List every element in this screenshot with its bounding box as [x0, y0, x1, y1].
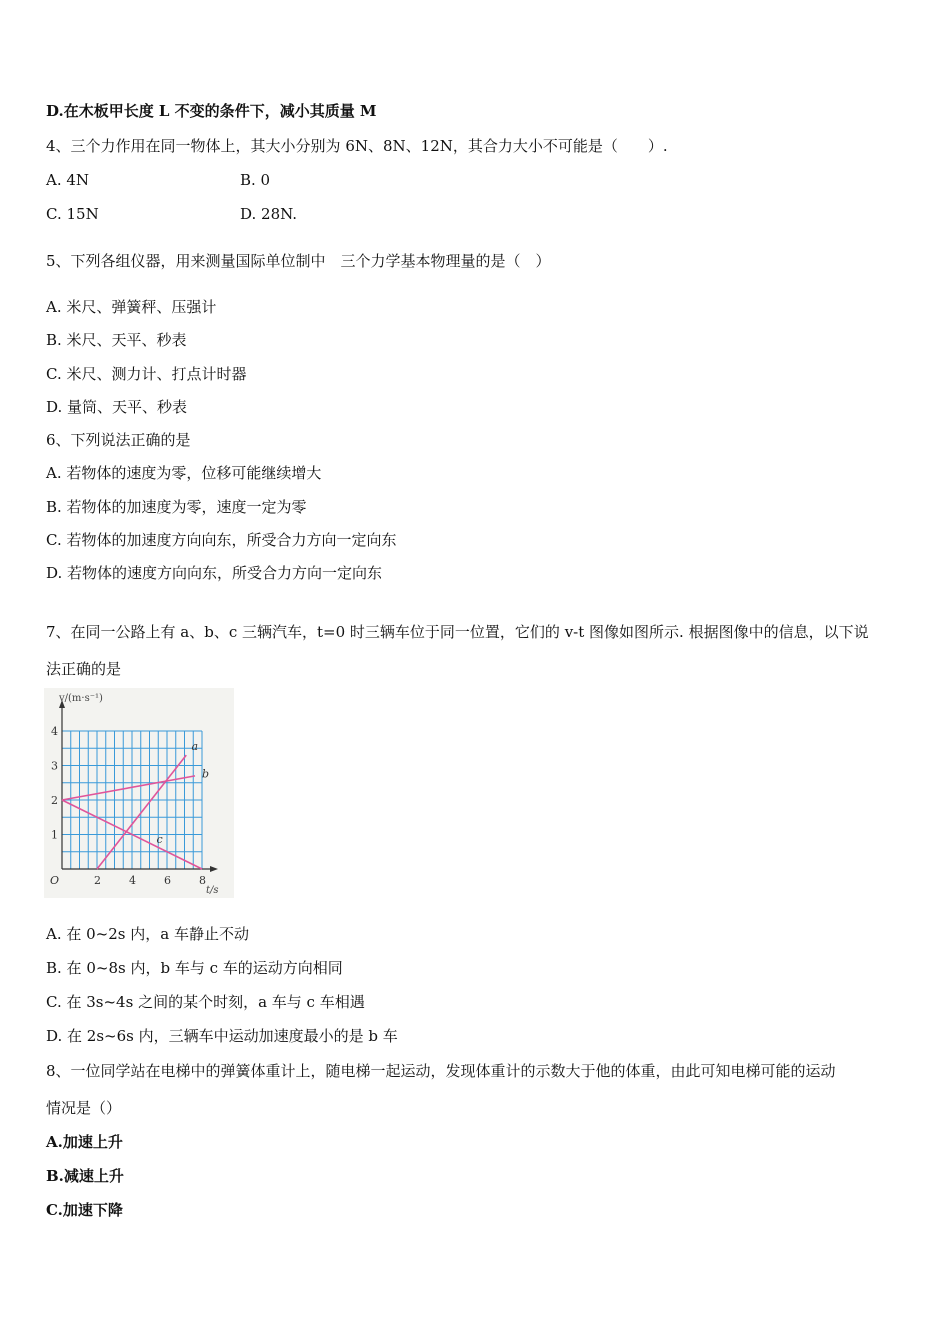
y-tick-label: 3: [51, 759, 58, 773]
q5-option-b: B. 米尺、天平、秒表: [46, 331, 187, 349]
q6-option-c: C. 若物体的加速度方向向东，所受合力方向一定向东: [46, 531, 397, 549]
q5-option-a: A. 米尺、弹簧秤、压强计: [46, 298, 217, 316]
q4-option-d: D. 28N.: [240, 205, 298, 223]
series-label-c: c: [156, 833, 163, 847]
question-5: 5、下列各组仪器，用来测量国际单位制中 三个力学基本物理量的是（ ）: [46, 252, 551, 270]
q4-option-b: B. 0: [240, 171, 271, 189]
q7-option-d: D. 在 2s~6s 内，三辆车中运动加速度最小的是 b 车: [46, 1027, 398, 1045]
y-tick-label: 1: [51, 828, 58, 842]
x-tick-label: 4: [129, 874, 136, 887]
q8-option-c: C.加速下降: [46, 1201, 123, 1219]
q7-option-b: B. 在 0~8s 内，b 车与 c 车的运动方向相同: [46, 959, 343, 977]
q8-option-b: B.减速上升: [46, 1167, 124, 1185]
q6-option-a: A. 若物体的速度为零，位移可能继续增大: [46, 464, 322, 482]
q6-option-b: B. 若物体的加速度为零，速度一定为零: [46, 498, 307, 516]
question-8-line-2: 情况是（）: [46, 1099, 122, 1117]
q7-option-a: A. 在 0~2s 内，a 车静止不动: [46, 925, 249, 943]
y-axis-label: v/(m·s⁻¹): [59, 693, 103, 704]
x-tick-label: 2: [94, 874, 101, 887]
series-label-a: a: [191, 739, 199, 753]
question-7-line-1: 7、在同一公路上有 a、b、c 三辆汽车，t=0 时三辆车位于同一位置，它们的 v-t 图像如图所示. 根据图像中的信息，以下说: [46, 623, 869, 641]
series-label-b: b: [202, 767, 210, 781]
question-8-line-1: 8、一位同学站在电梯中的弹簧体重计上，随电梯一起运动，发现体重计的示数大于他的体重，由此可知电梯可能的运动: [46, 1062, 836, 1080]
q7-option-c: C. 在 3s~4s 之间的某个时刻，a 车与 c 车相遇: [46, 993, 365, 1011]
y-tick-label: 2: [51, 794, 58, 807]
q8-option-a: A.加速上升: [46, 1133, 123, 1151]
question-7-line-2: 法正确的是: [46, 660, 122, 678]
q6-option-d: D. 若物体的速度方向向东，所受合力方向一定向东: [46, 564, 383, 582]
graph-background: [44, 688, 234, 898]
question-6: 6、下列说法正确的是: [46, 431, 191, 449]
x-tick-label: 6: [164, 874, 171, 887]
question-4: 4、三个力作用在同一物体上，其大小分别为 6N、8N、12N，其合力大小不可能是（ ）.: [46, 137, 668, 155]
q4-option-a: A. 4N: [46, 171, 90, 189]
q4-option-c: C. 15N: [46, 205, 99, 223]
q5-option-c: C. 米尺、测力计、打点计时器: [46, 365, 247, 383]
q3-option-d: D.在木板甲长度 L 不变的条件下，减小其质量 M: [46, 102, 377, 120]
y-tick-label: 4: [51, 725, 58, 738]
q5-option-d: D. 量筒、天平、秒表: [46, 398, 188, 416]
origin-label: O: [50, 874, 60, 887]
vt-graph: [44, 688, 234, 898]
x-tick-label: 8: [199, 874, 206, 887]
x-axis-label: t/s: [206, 885, 219, 896]
